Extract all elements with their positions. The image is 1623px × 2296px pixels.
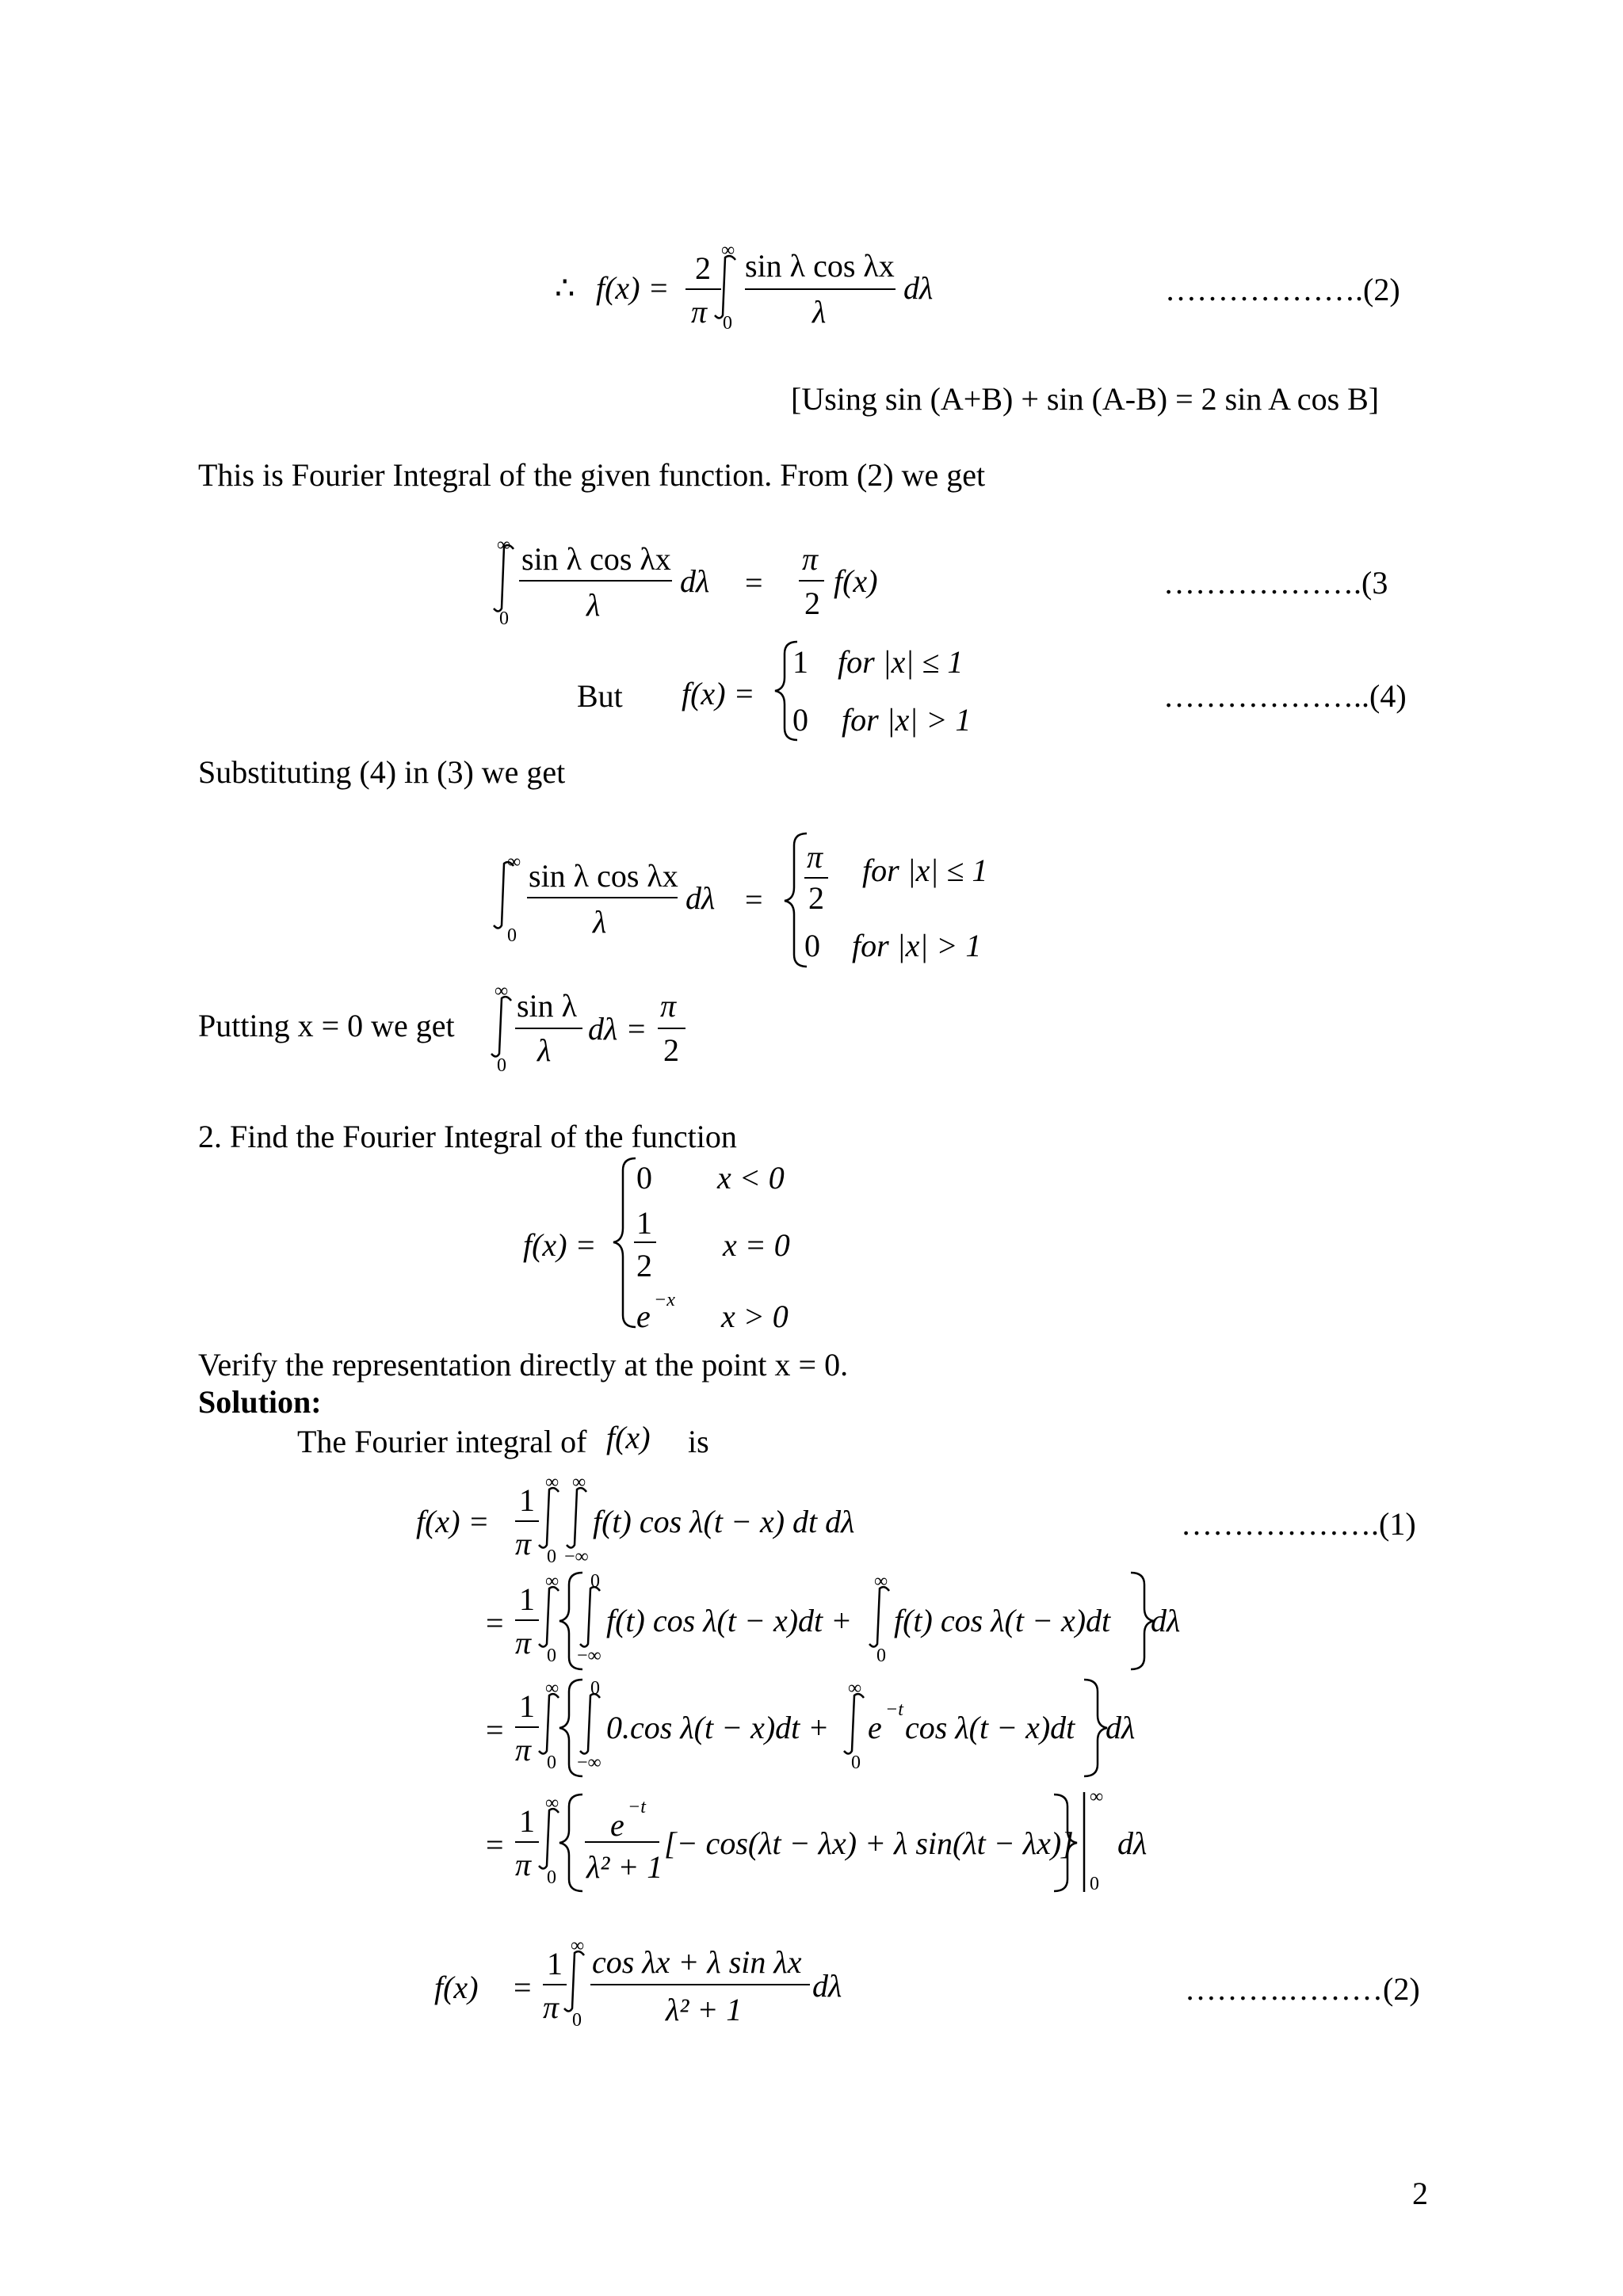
differential: dλ	[903, 270, 934, 306]
equation-number: ……………….(1)	[1181, 1506, 1416, 1542]
therefore-symbol: ∴	[555, 270, 575, 306]
integrand-1: f(t) cos λ(t − x)dt +	[606, 1603, 853, 1638]
integral-2-upper: ∞	[572, 1472, 586, 1493]
fraction-denominator: λ² + 1	[666, 1992, 743, 2027]
case-1-numerator: π	[807, 839, 823, 875]
solution-heading: Solution:	[198, 1384, 322, 1420]
intro-text: The Fourier integral of	[297, 1424, 587, 1459]
coef-numerator: 1	[519, 1803, 535, 1839]
intro-function: f(x)	[606, 1420, 651, 1455]
equation-lhs: f(x) =	[523, 1227, 597, 1263]
equals-sign: =	[745, 565, 763, 601]
case-2-condition: x = 0	[723, 1227, 790, 1263]
integral-2-lower: −∞	[577, 1646, 601, 1666]
integral-upper-limit: ∞	[571, 1936, 585, 1956]
coef-numerator: 2	[695, 250, 711, 286]
bracket-expression: [− cos(λt − λx) + λ sin(λt − λx)]	[664, 1825, 1074, 1861]
fraction-numerator: sin λ	[517, 988, 578, 1024]
case-2-numerator: 1	[636, 1205, 652, 1241]
case-1-condition: for |x| ≤ 1	[838, 644, 964, 680]
case-2-value: 0	[804, 928, 820, 963]
equals-sign: =	[486, 1605, 504, 1641]
equals-sign: =	[486, 1827, 504, 1863]
integral-3-lower: 0	[876, 1646, 886, 1666]
fraction-denominator: λ	[586, 587, 601, 623]
coef-denominator: π	[515, 1625, 532, 1661]
case-1-condition: for |x| ≤ 1	[862, 852, 988, 888]
case-3-exponent: −x	[654, 1290, 675, 1310]
paragraph: Substituting (4) in (3) we get	[198, 754, 566, 790]
integral-3-lower: 0	[851, 1753, 861, 1773]
differential: dλ	[1106, 1710, 1136, 1745]
fraction-numerator: sin λ cos λx	[529, 858, 678, 894]
integral-upper: ∞	[545, 1793, 559, 1814]
equals-sign: =	[486, 1712, 504, 1748]
integral-lower-limit: 0	[497, 1055, 506, 1076]
rhs-denominator: 2	[804, 585, 820, 621]
integral-lower-limit: 0	[572, 2010, 582, 2031]
equation-number: ……….………(2)	[1185, 1971, 1420, 2007]
integrand-1: 0.cos λ(t − x)dt +	[606, 1710, 830, 1745]
integral-lower-limit: 0	[723, 313, 732, 334]
rhs-denominator: 2	[663, 1032, 679, 1068]
coef-denominator: π	[515, 1847, 532, 1882]
rhs-numerator: π	[660, 988, 677, 1024]
case-1-value: 1	[792, 644, 808, 680]
fraction-denominator: λ	[537, 1032, 552, 1068]
coef-numerator: 1	[547, 1946, 563, 1981]
case-2-denominator: 2	[636, 1248, 652, 1283]
equation-lhs: f(x) =	[682, 676, 755, 711]
evaluation-lower: 0	[1090, 1874, 1099, 1894]
equation-number: ……………….(2)	[1165, 272, 1400, 307]
integral-upper-limit: ∞	[507, 852, 521, 872]
frac-numerator-base: e	[610, 1807, 624, 1843]
integral-1-lower: 0	[547, 1547, 556, 1567]
rhs-numerator: π	[802, 541, 819, 577]
fraction-denominator: λ	[812, 294, 827, 330]
coef-numerator: 1	[519, 1482, 535, 1518]
frac-numerator-exponent: −t	[628, 1797, 646, 1817]
differential: dλ	[1151, 1603, 1181, 1638]
fraction-numerator: sin λ cos λx	[521, 541, 671, 577]
differential: dλ =	[588, 1011, 647, 1047]
integral-2-lower: −∞	[564, 1547, 589, 1567]
coef-numerator: 1	[519, 1688, 535, 1724]
equals-sign: =	[745, 882, 763, 917]
coef-denominator: π	[543, 1989, 559, 2025]
differential: dλ	[685, 880, 716, 916]
exp-base: e	[868, 1710, 882, 1745]
rhs-function: f(x)	[834, 563, 878, 599]
differential: dλ	[812, 1968, 842, 2004]
verify-text: Verify the representation directly at the point x = 0.	[198, 1347, 849, 1383]
integrand-2: cos λ(t − x)dt	[905, 1710, 1075, 1745]
integral-2-lower: −∞	[577, 1753, 601, 1773]
case-2-condition: for |x| > 1	[842, 702, 972, 738]
equation-number: ……………….(3	[1163, 565, 1388, 601]
integral-1-upper: ∞	[545, 1678, 559, 1699]
integral-3-upper: ∞	[848, 1678, 862, 1699]
case-1-value: 0	[636, 1160, 652, 1196]
coef-numerator: 1	[519, 1581, 535, 1617]
case-2-value: 0	[792, 702, 808, 738]
integral-2-upper: 0	[590, 1571, 600, 1592]
equation-lhs: f(x)	[434, 1970, 479, 2005]
page-number: 2	[1412, 2176, 1428, 2211]
frac-denominator: λ² + 1	[586, 1849, 663, 1885]
fraction-denominator: λ	[593, 904, 607, 940]
integral-3-upper: ∞	[874, 1571, 888, 1592]
integral-lower-limit: 0	[507, 925, 517, 946]
integral-2-upper: 0	[590, 1678, 600, 1699]
differential: dλ	[680, 563, 710, 599]
differential: dλ	[1117, 1825, 1148, 1861]
identity-note: [Using sin (A+B) + sin (A-B) = 2 sin A cos B]	[791, 381, 1380, 417]
coef-denominator: π	[691, 294, 708, 330]
integrand: f(t) cos λ(t − x) dt dλ	[593, 1504, 855, 1539]
case-2-condition: for |x| > 1	[852, 928, 982, 963]
fraction-numerator: sin λ cos λx	[745, 248, 895, 284]
integral-1-upper: ∞	[545, 1472, 559, 1493]
coef-denominator: π	[515, 1732, 532, 1768]
integral-1-lower: 0	[547, 1646, 556, 1666]
equation-lhs: f(x) =	[596, 270, 670, 306]
coef-denominator: π	[515, 1526, 532, 1562]
integral-lower-limit: 0	[499, 608, 509, 629]
case-1-condition: x < 0	[717, 1160, 785, 1196]
equation-lhs: f(x) =	[416, 1504, 490, 1539]
case-1-denominator: 2	[808, 880, 824, 916]
problem-statement: 2. Find the Fourier Integral of the function	[198, 1119, 737, 1154]
putting-text: Putting x = 0 we get	[198, 1008, 455, 1043]
integrand-2: f(t) cos λ(t − x)dt	[894, 1603, 1111, 1638]
fraction-numerator: cos λx + λ sin λx	[592, 1944, 802, 1980]
integral-1-lower: 0	[547, 1753, 556, 1773]
integral-upper-limit: ∞	[497, 535, 511, 555]
integral-1-upper: ∞	[545, 1571, 559, 1592]
exp-exponent: −t	[885, 1699, 903, 1720]
integral-upper-limit: ∞	[721, 240, 735, 261]
case-3-base: e	[636, 1299, 651, 1334]
integral-lower: 0	[547, 1867, 556, 1888]
but-word: But	[577, 678, 623, 714]
integral-upper-limit: ∞	[495, 981, 509, 1001]
equation-number: ………………..(4)	[1163, 678, 1407, 714]
evaluation-upper: ∞	[1090, 1787, 1104, 1807]
case-3-condition: x > 0	[721, 1299, 789, 1334]
equals-sign: =	[514, 1970, 532, 2005]
paragraph: This is Fourier Integral of the given function. From (2) we get	[198, 457, 986, 493]
intro-text-end: is	[688, 1424, 709, 1459]
